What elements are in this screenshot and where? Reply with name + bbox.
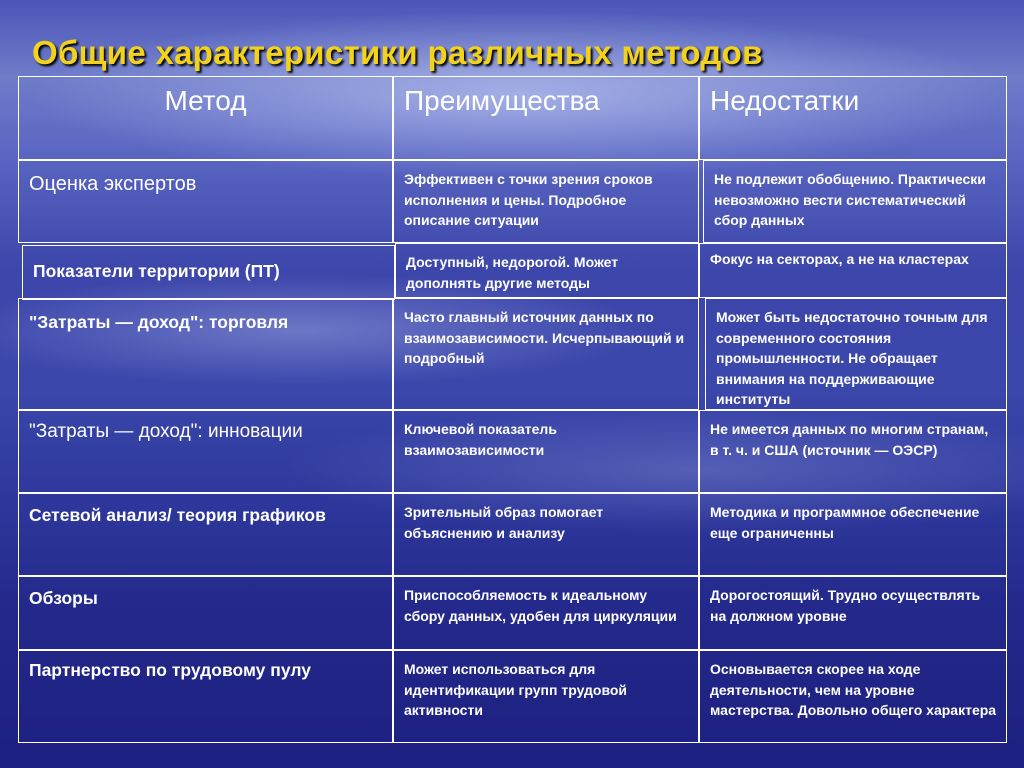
row-1-advantages: Эффективен с точки зрения сроков исполнения и цены. Подробное описание ситуации: [393, 160, 699, 243]
row-4-disadvantages: Не имеется данных по многим странам, в т. ч. и США (источник — ОЭСР): [699, 410, 1007, 493]
row-5-advantages: Зрительный образ помогает объяснению и анализу: [393, 493, 699, 576]
row-6-method: Обзоры: [18, 576, 393, 650]
row-3-advantages: Часто главный источник данных по взаимозависимости. Исчерпывающий и подробный: [393, 298, 699, 410]
row-1-method: Оценка экспертов: [18, 160, 393, 243]
row-4-advantages: Ключевой показатель взаимозависимости: [393, 410, 699, 493]
row-2-method: Показатели территории (ПТ): [22, 245, 395, 300]
row-5-disadvantages: Методика и программное обеспечение еще ограниченны: [699, 493, 1007, 576]
row-7-advantages: Может использоваться для идентификации групп трудовой активности: [393, 650, 699, 743]
header-method: Метод: [18, 76, 393, 160]
row-6-advantages: Приспособляемость к идеальному сбору данных, удобен для циркуляции: [393, 576, 699, 650]
row-7-method: Партнерство по трудовому пулу: [18, 650, 393, 743]
row-1-disadvantages: Не подлежит обобщению. Практически невозможно вести систематический сбор данных: [703, 160, 1007, 243]
row-3-method: "Затраты — доход": торговля: [18, 298, 393, 410]
row-3-disadvantages: Может быть недостаточно точным для современного состояния промышленности. Не обращает внимания на поддерживающие институты: [705, 298, 1007, 410]
slide-title: Общие характеристики различных методов: [32, 34, 763, 71]
row-2-disadvantages: Фокус на секторах, а не на кластерах: [699, 243, 1007, 298]
row-6-disadvantages: Дорогостоящий. Трудно осуществлять на должном уровне: [699, 576, 1007, 650]
row-4-method: "Затраты — доход": инновации: [18, 410, 393, 493]
header-disadvantages: Недостатки: [699, 76, 1007, 160]
row-7-disadvantages: Основывается скорее на ходе деятельности, чем на уровне мастерства. Довольно общего характера: [699, 650, 1007, 743]
row-2-advantages: Доступный, недорогой. Может дополнять другие методы: [395, 243, 699, 298]
row-5-method: Сетевой анализ/ теория графиков: [18, 493, 393, 576]
header-advantages: Преимущества: [393, 76, 699, 160]
